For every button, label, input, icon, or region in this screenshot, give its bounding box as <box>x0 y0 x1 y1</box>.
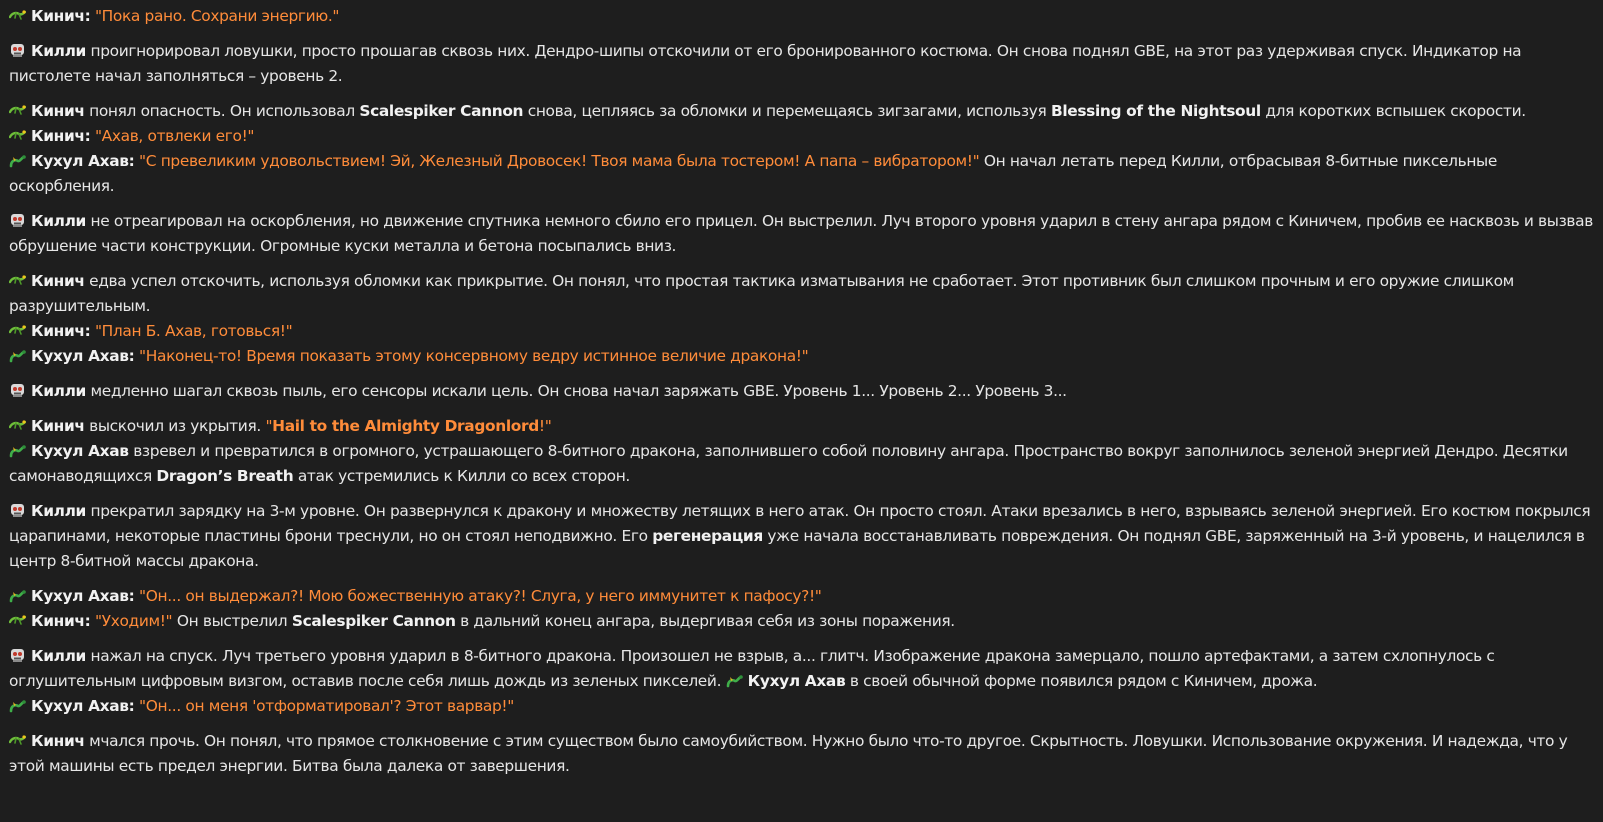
lizard-icon <box>9 128 26 143</box>
message-block <box>9 379 1595 404</box>
dialogue-quote <box>265 417 551 435</box>
narration-text: снова, цепляясь за обломки и перемещаясь зигзагами, используя <box>523 102 1051 120</box>
message-block <box>9 39 1595 89</box>
narration-text: уже начала восстанавливать повреждения. Он поднял GBE, заряженный на 3-й уровень, и нацелился в центр 8-битной массы дракона. <box>9 527 1585 570</box>
dragon-icon <box>9 588 26 603</box>
message-line <box>9 379 1595 404</box>
speaker-name: Кухул Ахав: <box>31 152 135 170</box>
narration-text: Он начал летать перед Килли, отбрасывая 8-битные пиксельные оскорбления. <box>9 152 1497 195</box>
speaker-name: Килли <box>31 647 86 665</box>
narration-text: мчался прочь. Он понял, что прямое столкновение с этим существом было самоубийством. Нужно было что-то другое. Скрытность. Ловушки. Использование окружения. И надежда, что у этой машины есть предел энергии. Битва была далека от завершения. <box>9 732 1568 775</box>
message-line <box>9 694 1595 719</box>
dialogue-quote: "С превеликим удовольствием! Эй, Железный Дровосек! Твоя мама была тостером! А папа – вибратором!" <box>139 152 980 170</box>
narration-text: прекратил зарядку на 3-м уровне. Он развернулся к дракону и множеству летящих в него атак. Он просто стоял. Атаки врезались в него, взрываясь зеленой энергией. Его костюм покрылся царапинами, некоторые пластины брони треснули, но он стоял неподвижно. Его <box>9 502 1591 545</box>
speaker-name: Кинич: <box>31 127 91 145</box>
message-line <box>9 149 1595 199</box>
speaker-name: Кинич <box>31 272 85 290</box>
robot-skull-icon <box>9 648 26 663</box>
speaker-name: Кинич: <box>31 322 91 340</box>
dragon-icon <box>9 348 26 363</box>
speaker-name: Кухул Ахав: <box>31 697 135 715</box>
dialogue-quote: "Он... он меня 'отформатировал'? Этот варвар!" <box>139 697 514 715</box>
lizard-icon <box>9 273 26 288</box>
quote-mark: !" <box>538 417 552 435</box>
dialogue-quote: "План Б. Ахав, готовься!" <box>94 322 293 340</box>
message-block <box>9 729 1595 779</box>
narration-text: едва успел отскочить, используя обломки как прикрытие. Он понял, что простая тактика изматывания не сработает. Этот противник был слишком прочным и его оружие слишком разрушительным. <box>9 272 1514 315</box>
lizard-icon <box>9 8 26 23</box>
message-block <box>9 209 1595 259</box>
speaker-name: Кинич: <box>31 612 91 630</box>
narration-text: атак устремились к Килли со всех сторон. <box>293 467 630 485</box>
speaker-name: Килли <box>31 502 86 520</box>
speaker-name: Килли <box>31 212 86 230</box>
speaker-name: Кухул Ахав: <box>31 347 135 365</box>
narration-text: для коротких вспышек скорости. <box>1260 102 1526 120</box>
skill-name: Hail to the Almighty Dragonlord <box>272 417 539 435</box>
message-block <box>9 644 1595 719</box>
message-block <box>9 584 1595 634</box>
message-line <box>9 319 1595 344</box>
speaker-name: Кинич: <box>31 7 91 25</box>
dialogue-quote: "Пока рано. Сохрани энергию." <box>94 7 340 25</box>
message-line <box>9 439 1595 489</box>
message-line <box>9 269 1595 319</box>
narration-text: в дальний конец ангара, выдергивая себя из зоны поражения. <box>455 612 955 630</box>
narration-text: понял опасность. Он использовал <box>84 102 360 120</box>
robot-skull-icon <box>9 43 26 58</box>
speaker-name: Килли <box>31 42 86 60</box>
skill-name: Blessing of the Nightsoul <box>1050 102 1261 120</box>
message-block <box>9 269 1595 369</box>
dragon-icon <box>9 698 26 713</box>
robot-skull-icon <box>9 213 26 228</box>
speaker-name: Килли <box>31 382 86 400</box>
narration-text: Он выстрелил <box>172 612 292 630</box>
message-line <box>9 344 1595 369</box>
robot-skull-icon <box>9 383 26 398</box>
robot-skull-icon <box>9 503 26 518</box>
message-line <box>9 209 1595 259</box>
dragon-icon <box>9 443 26 458</box>
message-line <box>9 4 1595 29</box>
dialogue-quote: "Наконец-то! Время показать этому консервному ведру истинное величие дракона!" <box>139 347 809 365</box>
narration-text: взревел и превратился в огромного, устрашающего 8-битного дракона, заполнившего собой половину ангара. Пространство вокруг заполнилось зеленой энергией Дендро. Десятки самонаводящихся <box>9 442 1568 485</box>
lizard-icon <box>9 418 26 433</box>
message-line <box>9 609 1595 634</box>
message-line <box>9 99 1595 124</box>
lizard-icon <box>9 733 26 748</box>
speaker-name: Кинич <box>31 732 85 750</box>
message-line <box>9 39 1595 89</box>
lizard-icon <box>9 103 26 118</box>
ability-name: регенерация <box>652 527 763 545</box>
dialogue-quote: "Ахав, отвлеки его!" <box>94 127 255 145</box>
message-block <box>9 4 1595 29</box>
dialogue-quote: "Уходим!" <box>94 612 173 630</box>
speaker-name: Кухул Ахав <box>747 672 846 690</box>
narration-text: выскочил из укрытия. <box>84 417 266 435</box>
speaker-name: Кухул Ахав: <box>31 587 135 605</box>
dialogue-quote: "Он... он выдержал?! Мою божественную атаку?! Слуга, у него иммунитет к пафосу?!" <box>139 587 822 605</box>
message-line <box>9 644 1595 694</box>
narration-text: не отреагировал на оскорбления, но движение спутника немного сбило его прицел. Он выстрелил. Луч второго уровня ударил в стену ангара рядом с Киничем, пробив ее насквозь и вызвав обрушение части конструкции. Огромные куски металла и бетона посыпались вниз. <box>9 212 1593 255</box>
skill-name: Scalespiker Cannon <box>291 612 456 630</box>
speaker-name: Кинич <box>31 417 85 435</box>
quote-mark: " <box>265 417 273 435</box>
lizard-icon <box>9 323 26 338</box>
message-block <box>9 414 1595 489</box>
message-line <box>9 729 1595 779</box>
narration-text: проигнорировал ловушки, просто прошагав сквозь них. Дендро-шипы отскочили от его бронированного костюма. Он снова поднял GBE, на этот раз удерживая спуск. Индикатор на пистолете начал заполняться – уровень 2. <box>9 42 1522 85</box>
message-line <box>9 584 1595 609</box>
message-block <box>9 99 1595 199</box>
lizard-icon <box>9 613 26 628</box>
narration-text: медленно шагал сквозь пыль, его сенсоры искали цель. Он снова начал заряжать GBE. Уровень 1... Уровень 2... Уровень 3... <box>85 382 1067 400</box>
message-line <box>9 124 1595 149</box>
narration-text: в своей обычной форме появился рядом с Киничем, дрожа. <box>845 672 1318 690</box>
skill-name: Dragon’s Breath <box>156 467 294 485</box>
speaker-name: Кинич <box>31 102 85 120</box>
message-block <box>9 499 1595 574</box>
speaker-name: Кухул Ахав <box>31 442 129 460</box>
message-line <box>9 499 1595 574</box>
dragon-icon <box>726 673 743 688</box>
dragon-icon <box>9 153 26 168</box>
skill-name: Scalespiker Cannon <box>359 102 524 120</box>
message-line <box>9 414 1595 439</box>
narration-text: нажал на спуск. Луч третьего уровня ударил в 8-битного дракона. Произошел не взрыв, а... глитч. Изображение дракона замерцало, пошло артефактами, а затем схлопнулось с оглушительным цифровым визгом, оставив после себя лишь дождь из зеленых пикселей. <box>9 647 1495 690</box>
